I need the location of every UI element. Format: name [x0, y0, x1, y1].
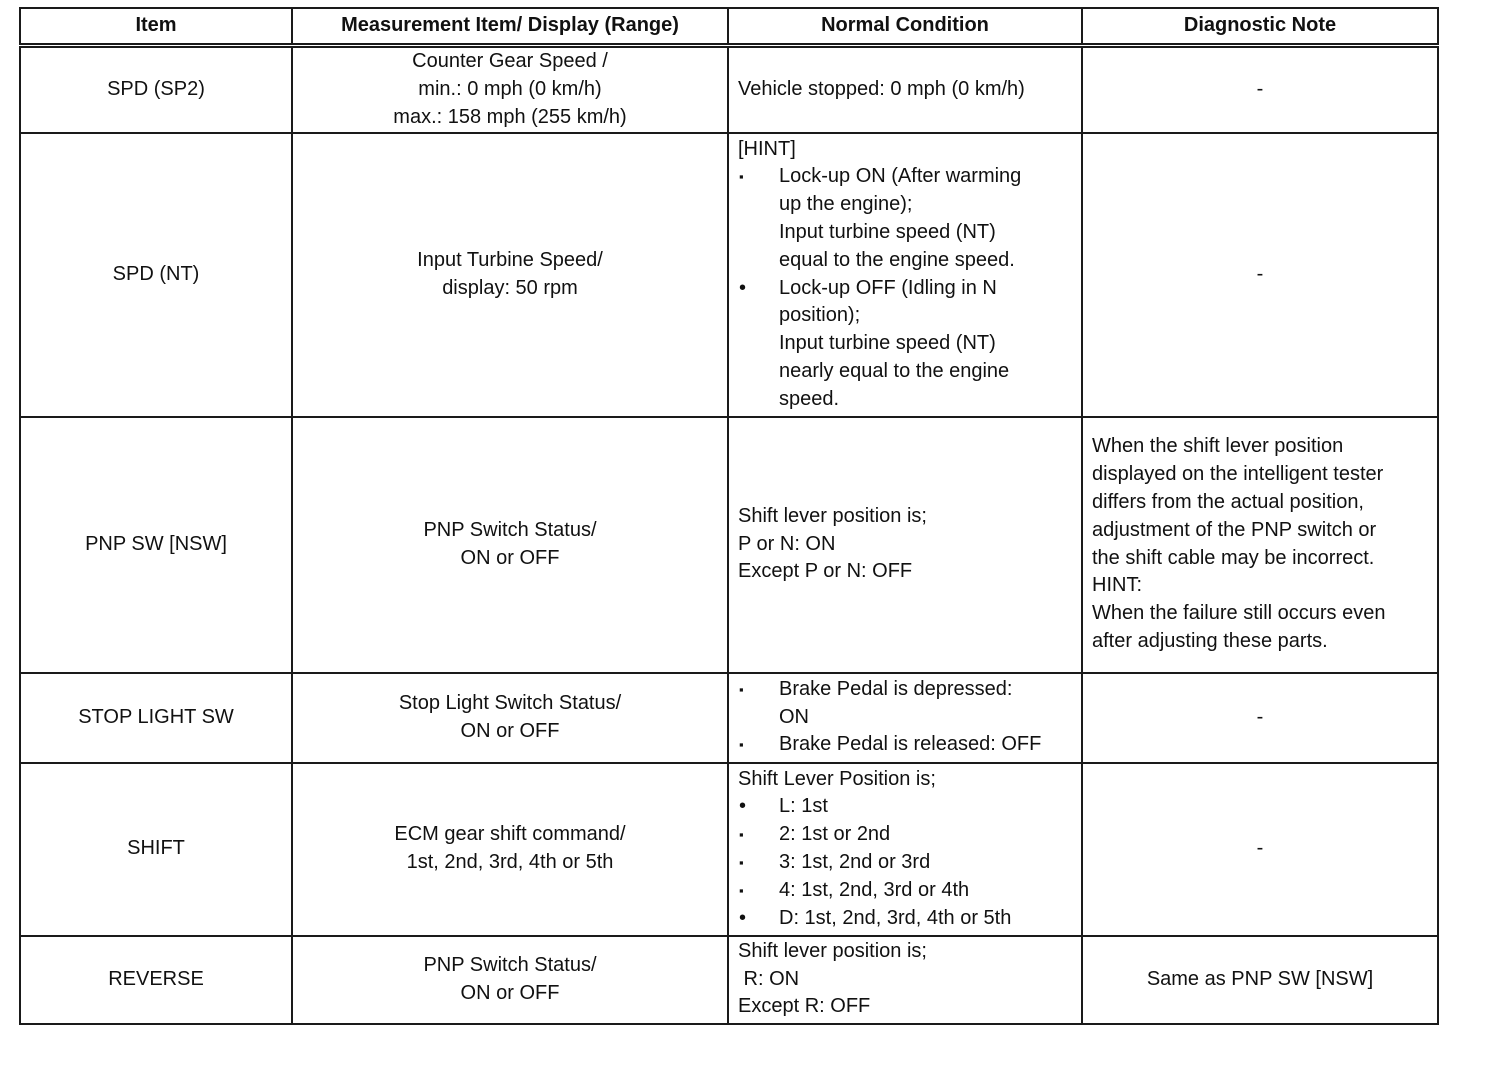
square-bullet-icon: ▪ [739, 681, 744, 697]
round-bullet-icon: • [739, 276, 747, 299]
item-cell: REVERSE [20, 936, 292, 1024]
diagnostic-note-cell: Same as PNP SW [NSW] [1082, 936, 1438, 1024]
bullet-item: ▪ Lock-up ON (After warming up the engine); Input turbine speed (NT) equal to the engine speed. [739, 165, 1022, 271]
item-cell: SPD (NT) [20, 133, 292, 417]
square-bullet-icon: ▪ [739, 882, 744, 898]
item-cell: PNP SW [NSW] [20, 417, 292, 673]
diagnostic-note-cell: - [1082, 763, 1438, 936]
table-row [20, 936, 1438, 1024]
normal-condition-cell [728, 673, 1082, 763]
diagnostic-note-cell: - [1082, 673, 1438, 763]
square-bullet-icon: ▪ [739, 737, 744, 753]
round-bullet-icon: • [739, 795, 747, 818]
bullet-item: • L: 1st [738, 793, 1072, 821]
normal-condition-cell: Shift lever position is; R: ON Except R: OFF [728, 936, 1082, 1024]
header-measurement: Measurement Item/ Display (Range) [292, 8, 728, 46]
normal-condition-cell: [HINT] ▪ Lock-up ON (After warming up the engine); Input turbine speed (NT) equal to the engine speed. • Lock-up OFF (Idling in N position); Input turbine speed (NT) nearly equal to the engine speed. [728, 133, 1082, 417]
measurement-cell: ECM gear shift command/ 1st, 2nd, 3rd, 4th or 5th [292, 763, 728, 936]
normal-condition-cell: Shift Lever Position is; • L: 1st ▪ 2: 1st or 2nd ▪ 3: 1st, 2nd or 3rd ▪ 4: 1st, 2nd, 3rd or 4th • D: 1st, 2nd, 3rd, 4th or 5th [728, 763, 1082, 936]
data-list-table [19, 7, 1439, 1025]
bullet-item: ▪ 4: 1st, 2nd, 3rd or 4th [738, 877, 1072, 905]
square-bullet-icon: ▪ [739, 827, 744, 843]
bullet-item: ▪ Brake Pedal is depressed: ON [739, 677, 1013, 728]
item-cell: SHIFT [20, 763, 292, 936]
bullet-item: • D: 1st, 2nd, 3rd, 4th or 5th [738, 905, 1072, 933]
measurement-cell: Stop Light Switch Status/ ON or OFF [292, 673, 728, 763]
table-row [20, 46, 1438, 133]
bullet-item: • Lock-up OFF (Idling in N position); Input turbine speed (NT) nearly equal to the engine speed. [739, 276, 1010, 410]
diagnostic-note-cell: - [1082, 46, 1438, 133]
bullet-item: ▪ 2: 1st or 2nd [738, 821, 1072, 849]
square-bullet-icon: ▪ [739, 169, 744, 185]
bullet-item: ▪ Brake Pedal is released: OFF [738, 731, 1072, 759]
normal-condition-cell: Shift lever position is; P or N: ON Except P or N: OFF [728, 417, 1082, 673]
item-cell: SPD (SP2) [20, 46, 292, 133]
table-header-row [20, 8, 1438, 46]
table-row [20, 133, 1438, 417]
measurement-cell: PNP Switch Status/ ON or OFF [292, 417, 728, 673]
header-normal-condition: Normal Condition [728, 8, 1082, 46]
diagnostic-note-cell: When the shift lever position displayed on the intelligent tester differs from the actual position, adjustment of the PNP switch or the shift cable may be incorrect. HINT: When the failure still occurs even after adjusting these parts. [1082, 417, 1438, 673]
table-row [20, 673, 1438, 763]
bullet-item: ▪ 3: 1st, 2nd or 3rd [738, 849, 1072, 877]
diagnostic-note-cell: - [1082, 133, 1438, 417]
table-row [20, 763, 1438, 936]
header-diagnostic-note: Diagnostic Note [1082, 8, 1438, 46]
measurement-cell: PNP Switch Status/ ON or OFF [292, 936, 728, 1024]
item-cell: STOP LIGHT SW [20, 673, 292, 763]
round-bullet-icon: • [739, 906, 747, 929]
measurement-cell: Counter Gear Speed / min.: 0 mph (0 km/h) max.: 158 mph (255 km/h) [292, 46, 728, 133]
measurement-cell: Input Turbine Speed/ display: 50 rpm [292, 133, 728, 417]
header-item: Item [20, 8, 292, 46]
square-bullet-icon: ▪ [739, 855, 744, 870]
table-row [20, 417, 1438, 673]
normal-condition-cell: Vehicle stopped: 0 mph (0 km/h) [728, 46, 1082, 133]
